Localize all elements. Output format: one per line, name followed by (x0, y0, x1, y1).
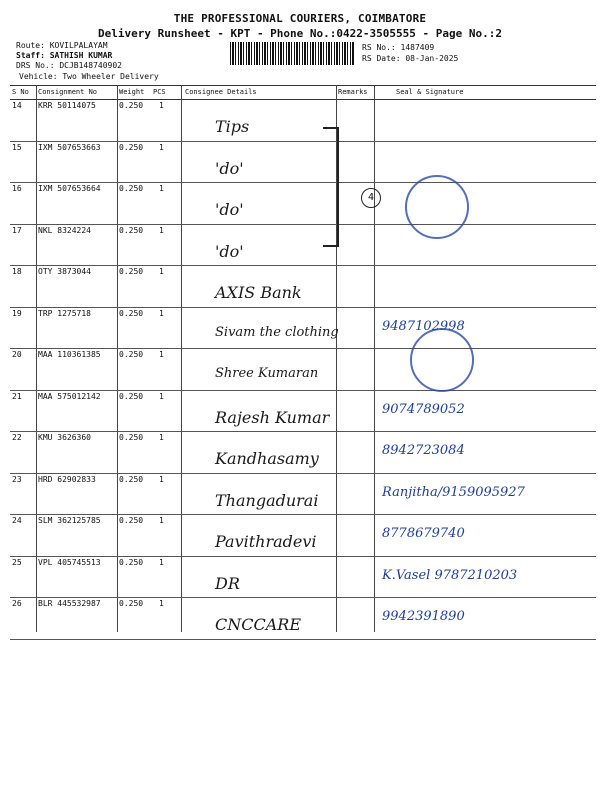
table-row (10, 431, 596, 474)
consignee-handwritten: DR (215, 573, 240, 593)
consignment-cell: BLR 445532987 (38, 599, 101, 608)
table-row (10, 307, 596, 350)
consignment-cell: KMU 3626360 (38, 433, 91, 442)
weight-cell: 0.250 (119, 391, 144, 401)
consignment-cell: TRP 1275718 (38, 308, 91, 318)
consignment-cell: IXM 507653664 (38, 184, 101, 193)
sno-cell: 26 (12, 599, 22, 608)
sno-cell: 19 (12, 308, 22, 318)
consignee-handwritten: Pavithradevi (215, 532, 317, 551)
table-row (10, 224, 596, 267)
weight-cell: 0.250 (119, 225, 144, 235)
consignment-cell: SLM 362125785 (38, 516, 101, 525)
consignment-cell: VPL 405745513 (38, 557, 101, 567)
consignment-cell: OTY 3873044 (38, 267, 91, 276)
col-pcs: PCS (153, 88, 166, 96)
weight-cell: 0.250 (119, 474, 144, 484)
signature-handwritten: K.Vasel 9787210203 (382, 567, 518, 583)
col-sno: S No (12, 88, 29, 96)
weight-cell: 0.250 (119, 184, 144, 193)
rs-date: RS Date: 08-Jan-2025 (362, 54, 459, 63)
pcs-cell: 1 (159, 391, 164, 401)
consignee-handwritten: Thangadurai (215, 490, 319, 510)
col-consignment: Consignment No (38, 88, 98, 96)
consignee-handwritten: Rajesh Kumar (215, 407, 330, 427)
sno-cell: 21 (12, 391, 22, 401)
table-row (10, 390, 596, 433)
consignment-cell: NKL 8324224 (38, 225, 91, 235)
pcs-cell: 1 (159, 433, 164, 442)
company-seal-stamp (405, 175, 469, 239)
sno-cell: 15 (12, 142, 22, 152)
rs-details (362, 42, 458, 64)
table-row (10, 473, 596, 516)
signature-handwritten: 8778679740 (382, 526, 465, 541)
drs-number: DRS No.: DCJB148740902 (16, 61, 122, 70)
remark-mark: 4 (361, 188, 381, 208)
consignee-handwritten: Shree Kumaran (215, 366, 319, 381)
table-row (10, 514, 596, 557)
weight-cell: 0.250 (119, 267, 144, 276)
sno-cell: 23 (12, 474, 22, 484)
pcs-cell: 1 (159, 516, 164, 525)
sno-cell: 18 (12, 267, 22, 276)
consignee-handwritten: 'do' (215, 200, 244, 219)
consignee-handwritten: Tips (215, 117, 250, 136)
consignment-cell: MAA 110361385 (38, 350, 101, 359)
sno-cell: 14 (12, 101, 22, 110)
weight-cell: 0.250 (119, 350, 144, 359)
barcode (230, 42, 355, 65)
weight-cell: 0.250 (119, 101, 144, 110)
col-weight: Weight (119, 88, 145, 96)
table-row (10, 99, 596, 142)
col-seal: Seal & Signature (396, 88, 464, 96)
table-row (10, 141, 596, 184)
consignee-handwritten: 'do' (215, 241, 244, 261)
sno-cell: 25 (12, 557, 22, 567)
table-header (10, 85, 596, 100)
runsheet-table (10, 85, 596, 632)
sno-cell: 22 (12, 433, 22, 442)
signature-handwritten: 9074789052 (382, 401, 465, 417)
weight-cell: 0.250 (119, 433, 144, 442)
staff: Staff: SATHISH KUMAR (16, 51, 113, 60)
route-details (16, 41, 122, 71)
consignment-cell: MAA 575012142 (38, 391, 101, 401)
consignment-cell: IXM 507653663 (38, 142, 101, 152)
signature-handwritten: 8942723084 (382, 443, 465, 458)
company-name: THE PROFESSIONAL COURIERS, COIMBATORE (173, 12, 427, 25)
consignee-handwritten: Sivam the clothing (215, 324, 339, 340)
pcs-cell: 1 (159, 101, 164, 110)
signature-handwritten: 9487102998 (382, 318, 465, 334)
sno-cell: 24 (12, 516, 22, 525)
consignee-handwritten: Kandhasamy (215, 449, 319, 468)
sno-cell: 20 (12, 350, 22, 359)
consignment-cell: HRD 62902833 (38, 474, 96, 484)
consignee-handwritten: CNCCARE (215, 615, 302, 634)
vehicle-type: Vehicle: Two Wheeler Delivery (19, 72, 159, 81)
weight-cell: 0.250 (119, 142, 144, 152)
signature-handwritten: 9942391890 (382, 609, 465, 624)
route: Route: KOVILPALAYAM (16, 41, 108, 50)
col-remarks: Remarks (338, 88, 368, 96)
runsheet-title: Delivery Runsheet - KPT - Phone No.:0422-3505555 - Page No.:2 (98, 27, 502, 40)
signature-handwritten: Ranjitha/9159095927 (382, 484, 525, 500)
weight-cell: 0.250 (119, 516, 144, 525)
runsheet-header (0, 12, 600, 40)
pcs-cell: 1 (159, 308, 164, 318)
weight-cell: 0.250 (119, 557, 144, 567)
consignment-cell: KRR 50114075 (38, 101, 96, 110)
sno-cell: 16 (12, 184, 22, 193)
ditto-bracket (323, 127, 339, 247)
sno-cell: 17 (12, 225, 22, 235)
table-row (10, 182, 596, 225)
weight-cell: 0.250 (119, 599, 144, 608)
pcs-cell: 1 (159, 350, 164, 359)
rs-number: RS No.: 1487409 (362, 43, 435, 52)
company-seal-stamp (410, 328, 474, 392)
table-row (10, 556, 596, 599)
weight-cell: 0.250 (119, 308, 144, 318)
pcs-cell: 1 (159, 599, 164, 608)
pcs-cell: 1 (159, 267, 164, 276)
consignee-handwritten: 'do' (215, 158, 244, 178)
pcs-cell: 1 (159, 142, 164, 152)
pcs-cell: 1 (159, 557, 164, 567)
table-row (10, 348, 596, 391)
table-row (10, 265, 596, 308)
table-row (10, 597, 596, 640)
pcs-cell: 1 (159, 474, 164, 484)
col-consignee: Consignee Details (185, 88, 257, 96)
pcs-cell: 1 (159, 225, 164, 235)
consignee-handwritten: AXIS Bank (215, 283, 302, 302)
pcs-cell: 1 (159, 184, 164, 193)
